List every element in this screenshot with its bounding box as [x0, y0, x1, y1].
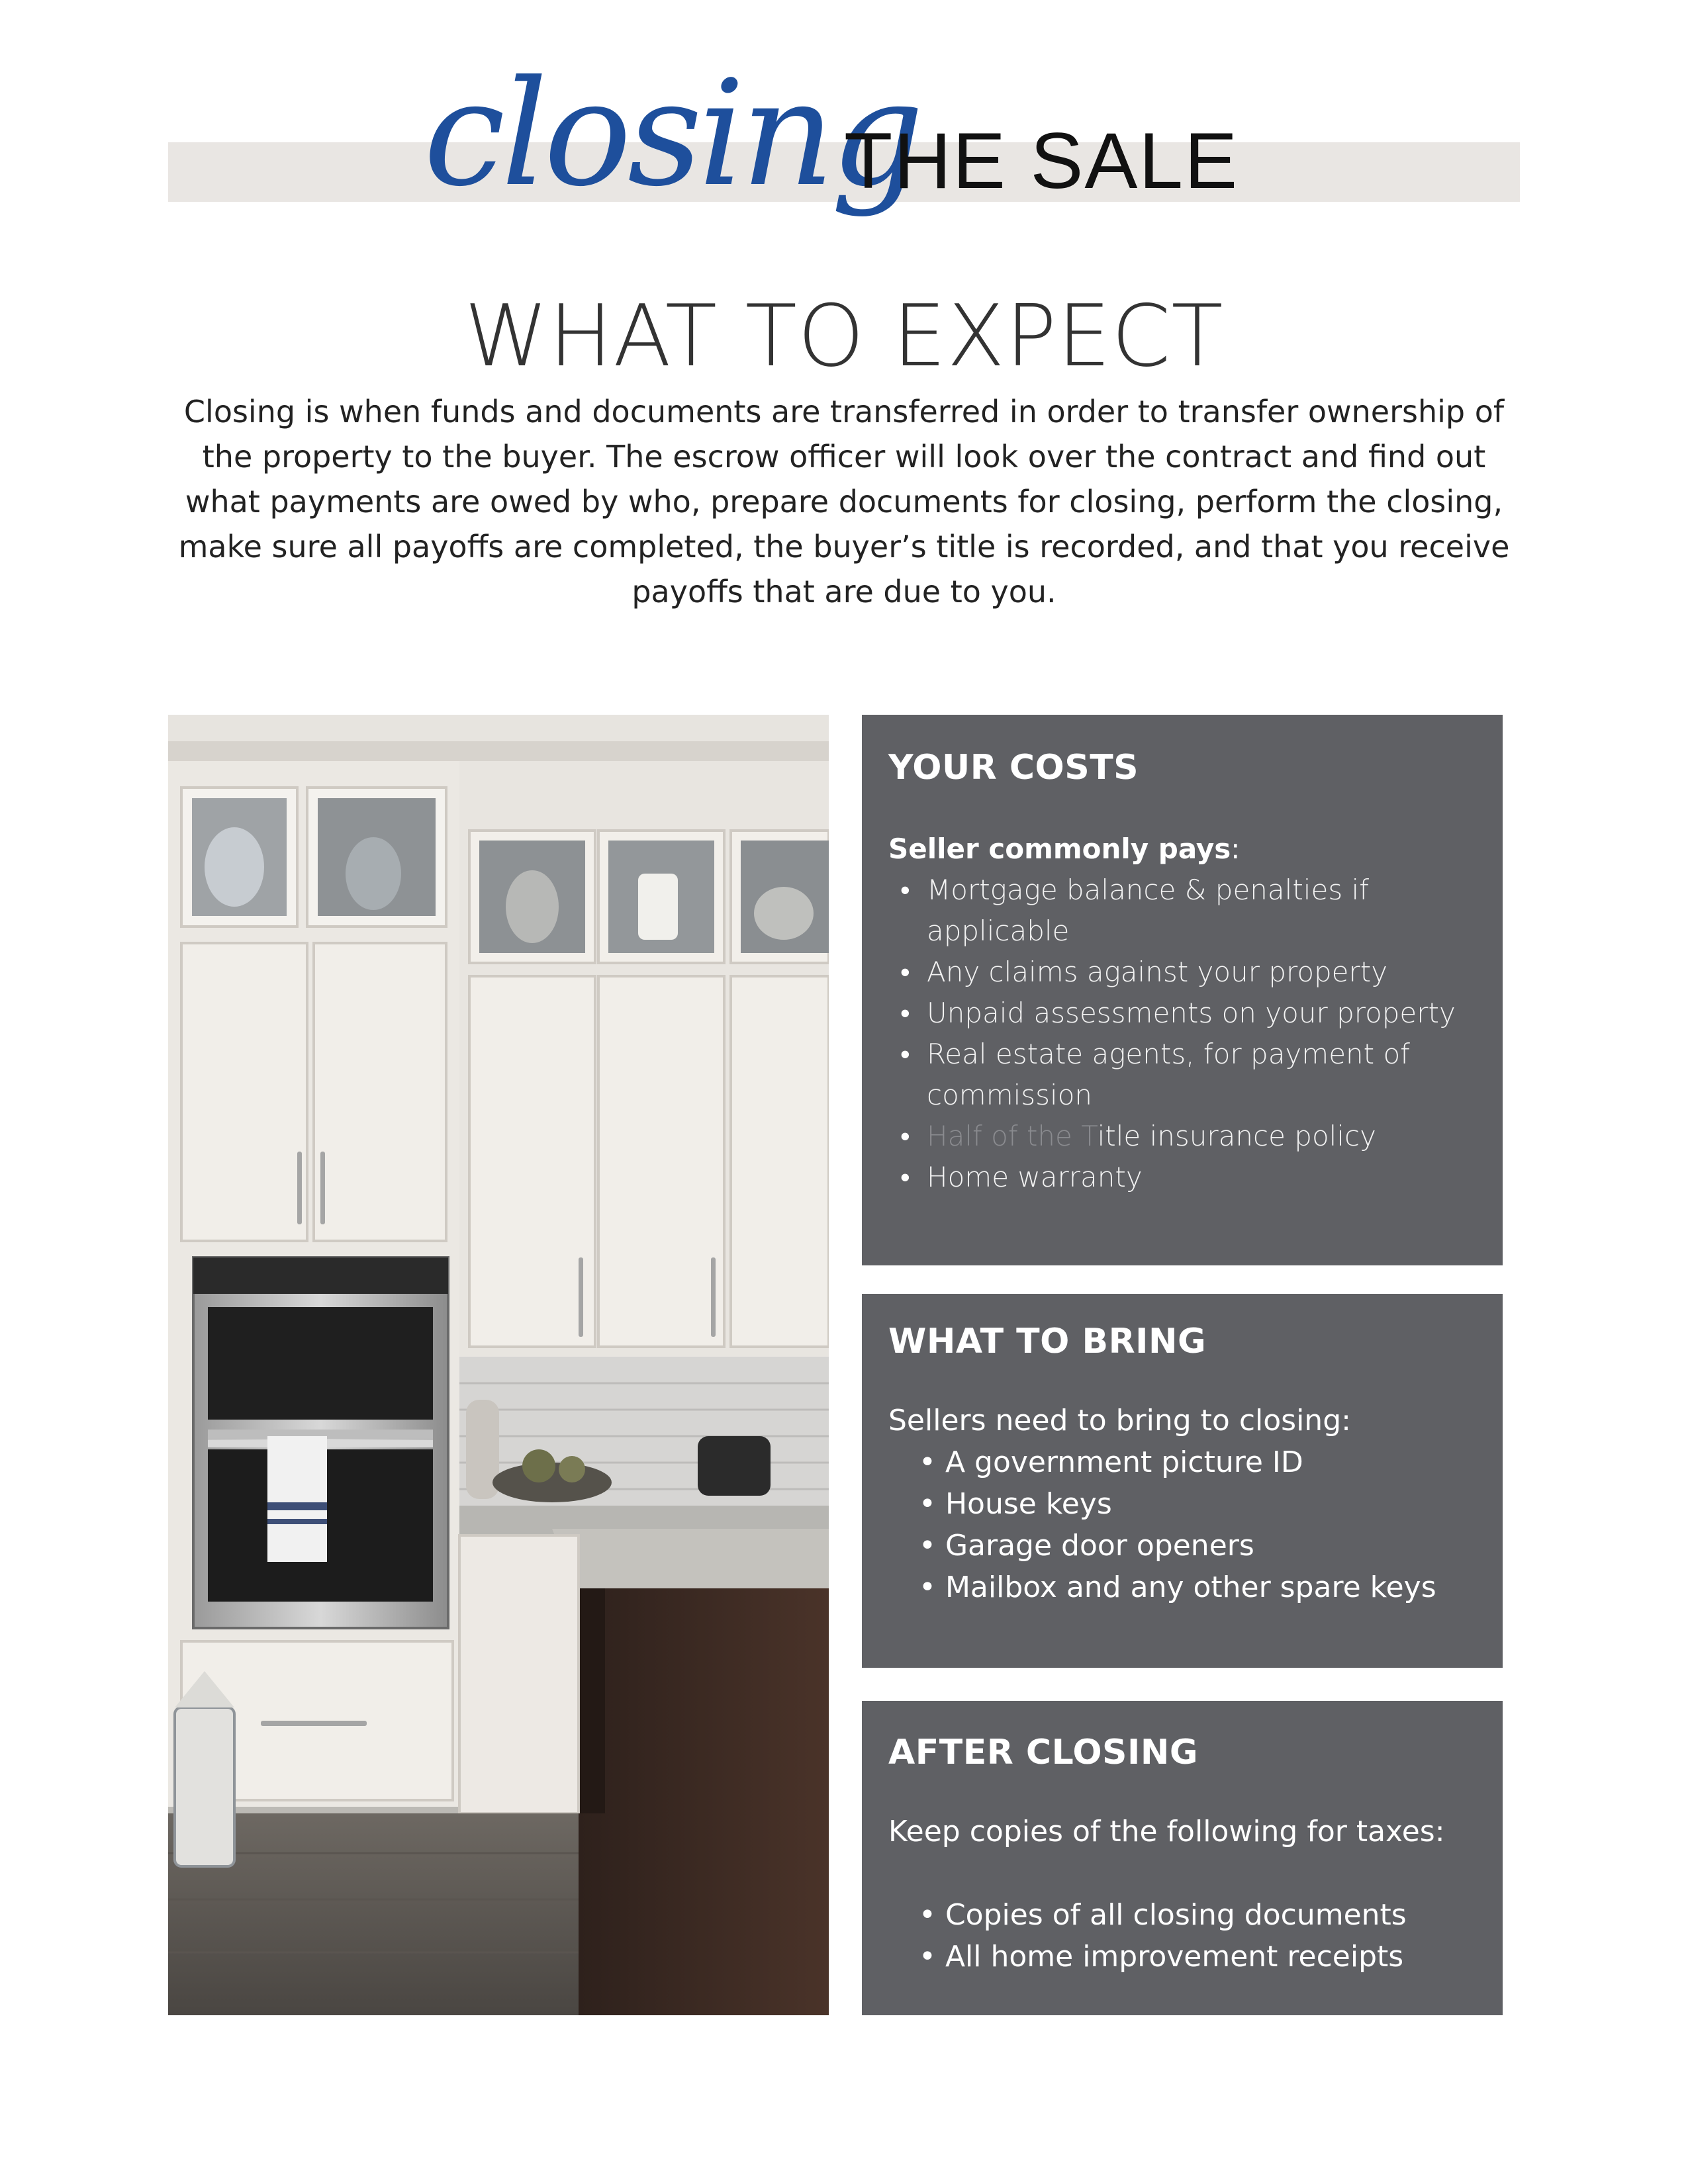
list-item: • Copies of all closing documents — [919, 1898, 1407, 1932]
list-item: • Garage door openers — [919, 1529, 1254, 1563]
kitchen-photo — [168, 715, 829, 2015]
what-to-bring-panel — [862, 1294, 1503, 1668]
your-costs-panel — [862, 715, 1503, 1265]
kitchen-illustration — [168, 715, 829, 2015]
after-closing-panel — [862, 1701, 1503, 2015]
list-item: • House keys — [919, 1487, 1112, 1521]
list-item: • Any claims against your property — [927, 952, 1476, 993]
faded-text: Half of the T — [927, 1120, 1098, 1152]
script-title-word: closing — [424, 49, 920, 218]
after-closing-lead: Keep copies of the following for taxes: — [888, 1815, 1445, 1848]
your-costs-lead-colon: : — [1231, 833, 1241, 865]
what-to-bring-lead: Sellers need to bring to closing: — [888, 1404, 1351, 1437]
your-costs-heading: YOUR COSTS — [888, 748, 1139, 788]
title-insurance-text: itle insurance policy — [1097, 1120, 1376, 1152]
list-item: • A government picture ID — [919, 1445, 1303, 1479]
after-closing-heading: AFTER CLOSING — [888, 1733, 1199, 1772]
page-title: THE SALE — [844, 116, 1239, 205]
your-costs-lead — [888, 829, 1476, 870]
list-item: • Real estate agents, for payment of commission — [927, 1034, 1476, 1116]
intro-paragraph: Closing is when funds and documents are transferred in order to transfer ownership of the property to the buyer. The escrow officer will look over the contract and find out what payments are owed by who, prepare documents for closing, perform the closing, make sure all payoffs are completed, the buyer’s title is recorded, and that you receive payoffs that are due to you. — [178, 394, 1510, 610]
what-to-bring-heading: WHAT TO BRING — [888, 1322, 1207, 1361]
list-item: • Unpaid assessments on your property — [927, 993, 1476, 1034]
list-item-title-insurance — [927, 1116, 1476, 1157]
page-subtitle: WHAT TO EXPECT — [464, 287, 1224, 386]
your-costs-lead-bold: Seller commonly pays — [888, 833, 1231, 865]
list-item: • Mortgage balance & penalties if applicable — [927, 870, 1476, 952]
list-item: • Mailbox and any other spare keys — [919, 1570, 1436, 1604]
list-item: • Home warranty — [927, 1157, 1476, 1198]
after-closing-list — [888, 1894, 1476, 1978]
list-item: • All home improvement receipts — [919, 1940, 1404, 1974]
what-to-bring-list — [888, 1441, 1476, 1608]
your-costs-list — [888, 870, 1476, 1198]
